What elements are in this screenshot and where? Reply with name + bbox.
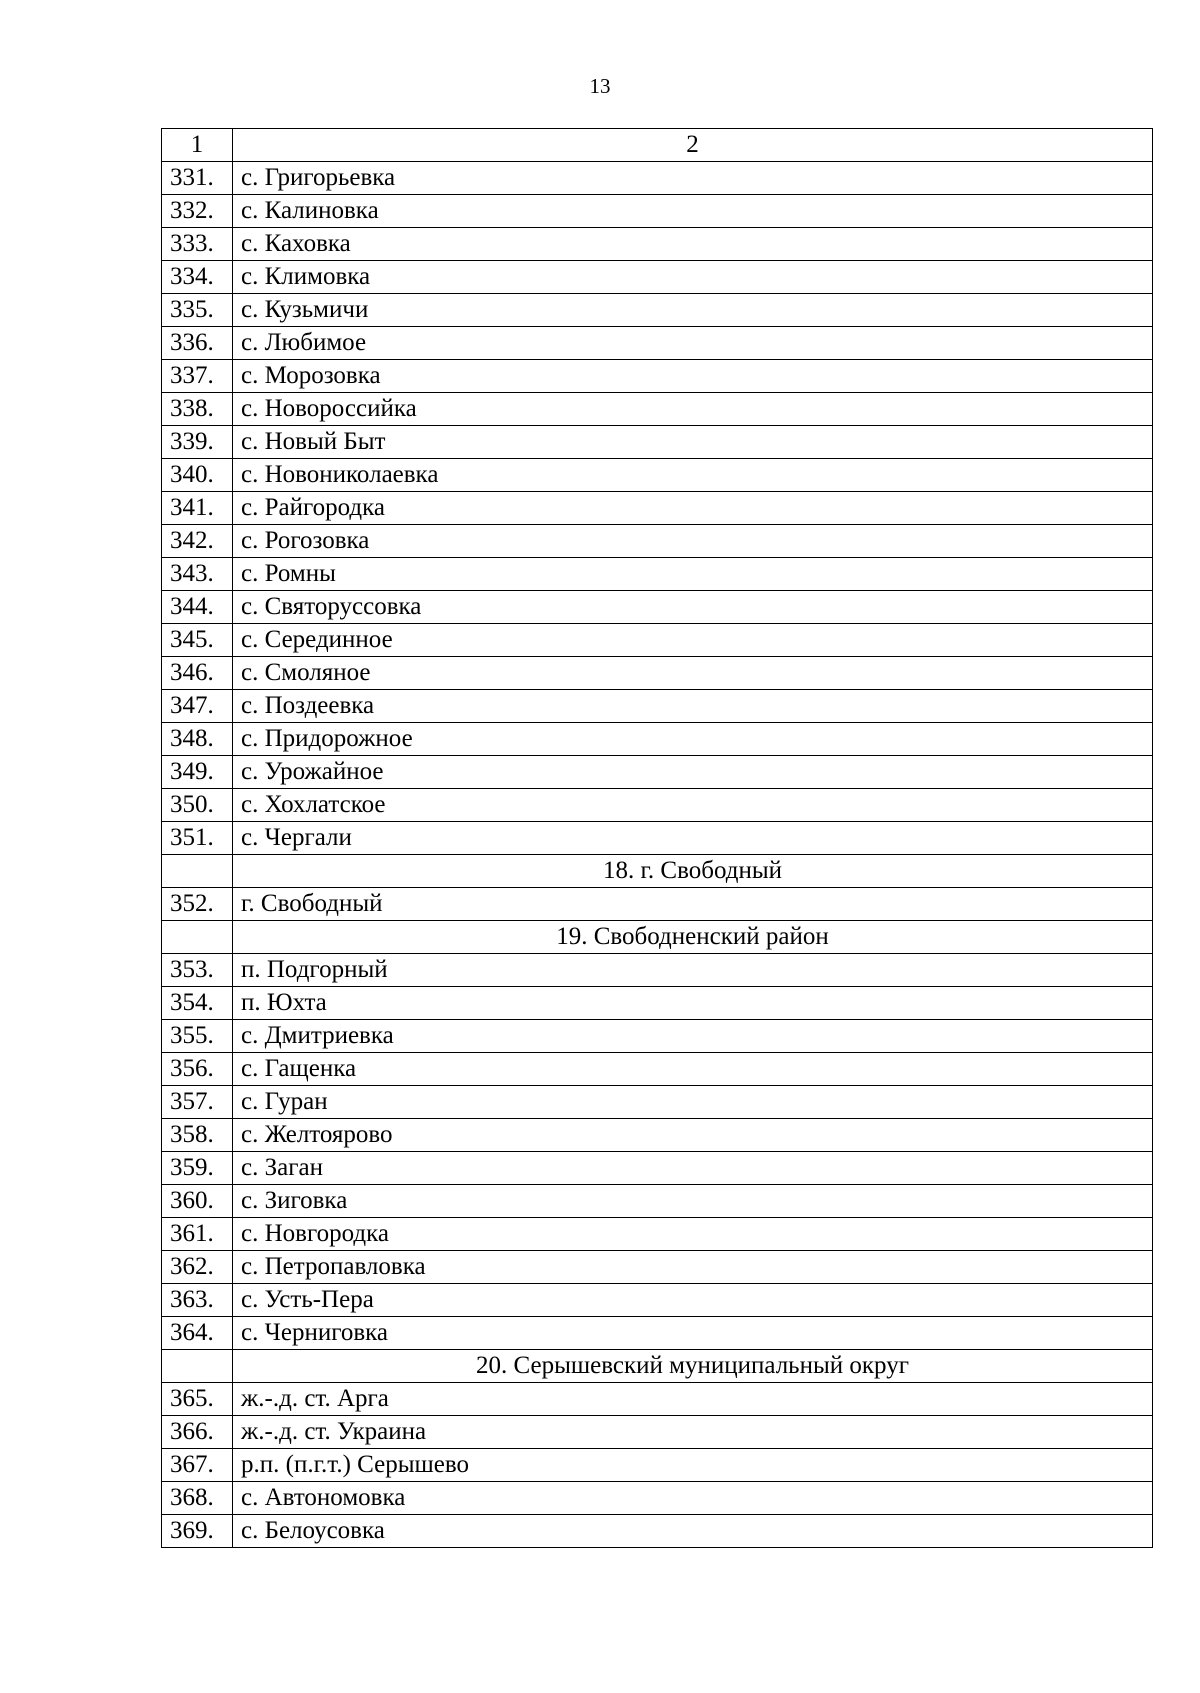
settlement-name: г. Свободный — [233, 888, 1153, 921]
settlement-name: с. Кузьмичи — [233, 294, 1153, 327]
row-number: 361. — [162, 1218, 233, 1251]
row-number: 342. — [162, 525, 233, 558]
section-title: 19. Свободненский район — [233, 921, 1153, 954]
table-row — [162, 525, 1153, 558]
settlement-name: с. Гащенка — [233, 1053, 1153, 1086]
table-row — [162, 426, 1153, 459]
row-number: 336. — [162, 327, 233, 360]
row-number: 331. — [162, 162, 233, 195]
table-row — [162, 1251, 1153, 1284]
settlement-name: с. Чергали — [233, 822, 1153, 855]
section-heading-row — [162, 1350, 1153, 1383]
settlement-name: с. Урожайное — [233, 756, 1153, 789]
row-number: 365. — [162, 1383, 233, 1416]
row-number: 350. — [162, 789, 233, 822]
row-number: 364. — [162, 1317, 233, 1350]
table-row — [162, 657, 1153, 690]
section-number-cell-empty — [162, 921, 233, 954]
settlement-name: с. Усть-Пера — [233, 1284, 1153, 1317]
settlement-name: с. Серединное — [233, 624, 1153, 657]
table-row — [162, 1449, 1153, 1482]
settlement-name: с. Рогозовка — [233, 525, 1153, 558]
table-row — [162, 1482, 1153, 1515]
table-row — [162, 1119, 1153, 1152]
settlement-name: с. Новый Быт — [233, 426, 1153, 459]
settlement-name: с. Петропавловка — [233, 1251, 1153, 1284]
settlement-name: с. Зиговка — [233, 1185, 1153, 1218]
table-row — [162, 459, 1153, 492]
settlement-name: с. Автономовка — [233, 1482, 1153, 1515]
settlement-name: с. Заган — [233, 1152, 1153, 1185]
row-number: 359. — [162, 1152, 233, 1185]
row-number: 356. — [162, 1053, 233, 1086]
section-title: 18. г. Свободный — [233, 855, 1153, 888]
settlement-name: с. Любимое — [233, 327, 1153, 360]
header-col-number: 1 — [162, 129, 233, 162]
table-row — [162, 393, 1153, 426]
row-number: 334. — [162, 261, 233, 294]
row-number: 354. — [162, 987, 233, 1020]
settlement-name: с. Желтоярово — [233, 1119, 1153, 1152]
table-row — [162, 888, 1153, 921]
settlement-name: с. Придорожное — [233, 723, 1153, 756]
table-row — [162, 954, 1153, 987]
table-row — [162, 591, 1153, 624]
table-body — [162, 129, 1153, 1548]
row-number: 346. — [162, 657, 233, 690]
row-number: 366. — [162, 1416, 233, 1449]
settlement-name: с. Райгородка — [233, 492, 1153, 525]
row-number: 338. — [162, 393, 233, 426]
row-number: 362. — [162, 1251, 233, 1284]
table-row — [162, 624, 1153, 657]
table-row — [162, 195, 1153, 228]
table-row — [162, 558, 1153, 591]
row-number: 337. — [162, 360, 233, 393]
table-row — [162, 327, 1153, 360]
table-row — [162, 1416, 1153, 1449]
table-row — [162, 1152, 1153, 1185]
settlement-name: с. Хохлатское — [233, 789, 1153, 822]
settlement-name: п. Подгорный — [233, 954, 1153, 987]
table-row — [162, 822, 1153, 855]
table-row — [162, 1317, 1153, 1350]
table-row — [162, 1284, 1153, 1317]
section-heading-row — [162, 921, 1153, 954]
table-row — [162, 1020, 1153, 1053]
table-row — [162, 987, 1153, 1020]
table-row — [162, 294, 1153, 327]
row-number: 344. — [162, 591, 233, 624]
row-number: 343. — [162, 558, 233, 591]
settlement-name: ж.-.д. ст. Украина — [233, 1416, 1153, 1449]
row-number: 335. — [162, 294, 233, 327]
settlement-name: п. Юхта — [233, 987, 1153, 1020]
table-row — [162, 1383, 1153, 1416]
row-number: 357. — [162, 1086, 233, 1119]
row-number: 345. — [162, 624, 233, 657]
table-row — [162, 1053, 1153, 1086]
row-number: 349. — [162, 756, 233, 789]
table-row — [162, 690, 1153, 723]
row-number: 353. — [162, 954, 233, 987]
row-number: 369. — [162, 1515, 233, 1548]
row-number: 352. — [162, 888, 233, 921]
row-number: 358. — [162, 1119, 233, 1152]
settlement-name: с. Белоусовка — [233, 1515, 1153, 1548]
table-row — [162, 723, 1153, 756]
row-number: 355. — [162, 1020, 233, 1053]
row-number: 368. — [162, 1482, 233, 1515]
settlement-name: с. Черниговка — [233, 1317, 1153, 1350]
settlement-name: с. Морозовка — [233, 360, 1153, 393]
page-number: 13 — [589, 74, 611, 98]
settlement-name: ж.-.д. ст. Арга — [233, 1383, 1153, 1416]
settlement-name: с. Гуран — [233, 1086, 1153, 1119]
row-number: 360. — [162, 1185, 233, 1218]
table-row — [162, 756, 1153, 789]
settlement-name: с. Новониколаевка — [233, 459, 1153, 492]
section-number-cell-empty — [162, 855, 233, 888]
settlement-name: с. Смоляное — [233, 657, 1153, 690]
row-number: 351. — [162, 822, 233, 855]
row-number: 333. — [162, 228, 233, 261]
row-number: 363. — [162, 1284, 233, 1317]
row-number: 367. — [162, 1449, 233, 1482]
settlement-name: с. Калиновка — [233, 195, 1153, 228]
settlement-name: с. Климовка — [233, 261, 1153, 294]
settlement-name: р.п. (п.г.т.) Серышево — [233, 1449, 1153, 1482]
settlement-name: с. Новгородка — [233, 1218, 1153, 1251]
table-row — [162, 162, 1153, 195]
table-row — [162, 1086, 1153, 1119]
row-number: 348. — [162, 723, 233, 756]
table-row — [162, 1515, 1153, 1548]
row-number: 347. — [162, 690, 233, 723]
section-number-cell-empty — [162, 1350, 233, 1383]
settlement-name: с. Дмитриевка — [233, 1020, 1153, 1053]
table-row — [162, 1185, 1153, 1218]
row-number: 339. — [162, 426, 233, 459]
section-heading-row — [162, 855, 1153, 888]
table-row — [162, 261, 1153, 294]
settlement-name: с. Святоруссовка — [233, 591, 1153, 624]
settlements-table — [161, 128, 1153, 1548]
table-row — [162, 228, 1153, 261]
settlement-name: с. Новороссийка — [233, 393, 1153, 426]
row-number: 340. — [162, 459, 233, 492]
table-row — [162, 360, 1153, 393]
row-number: 332. — [162, 195, 233, 228]
header-col-name: 2 — [233, 129, 1153, 162]
row-number: 341. — [162, 492, 233, 525]
table-row — [162, 789, 1153, 822]
table-row — [162, 492, 1153, 525]
settlement-name: с. Поздеевка — [233, 690, 1153, 723]
section-title: 20. Серышевский муниципальный округ — [233, 1350, 1153, 1383]
table-header-row — [162, 129, 1153, 162]
settlement-name: с. Григорьевка — [233, 162, 1153, 195]
settlement-name: с. Каховка — [233, 228, 1153, 261]
settlement-name: с. Ромны — [233, 558, 1153, 591]
table-row — [162, 1218, 1153, 1251]
